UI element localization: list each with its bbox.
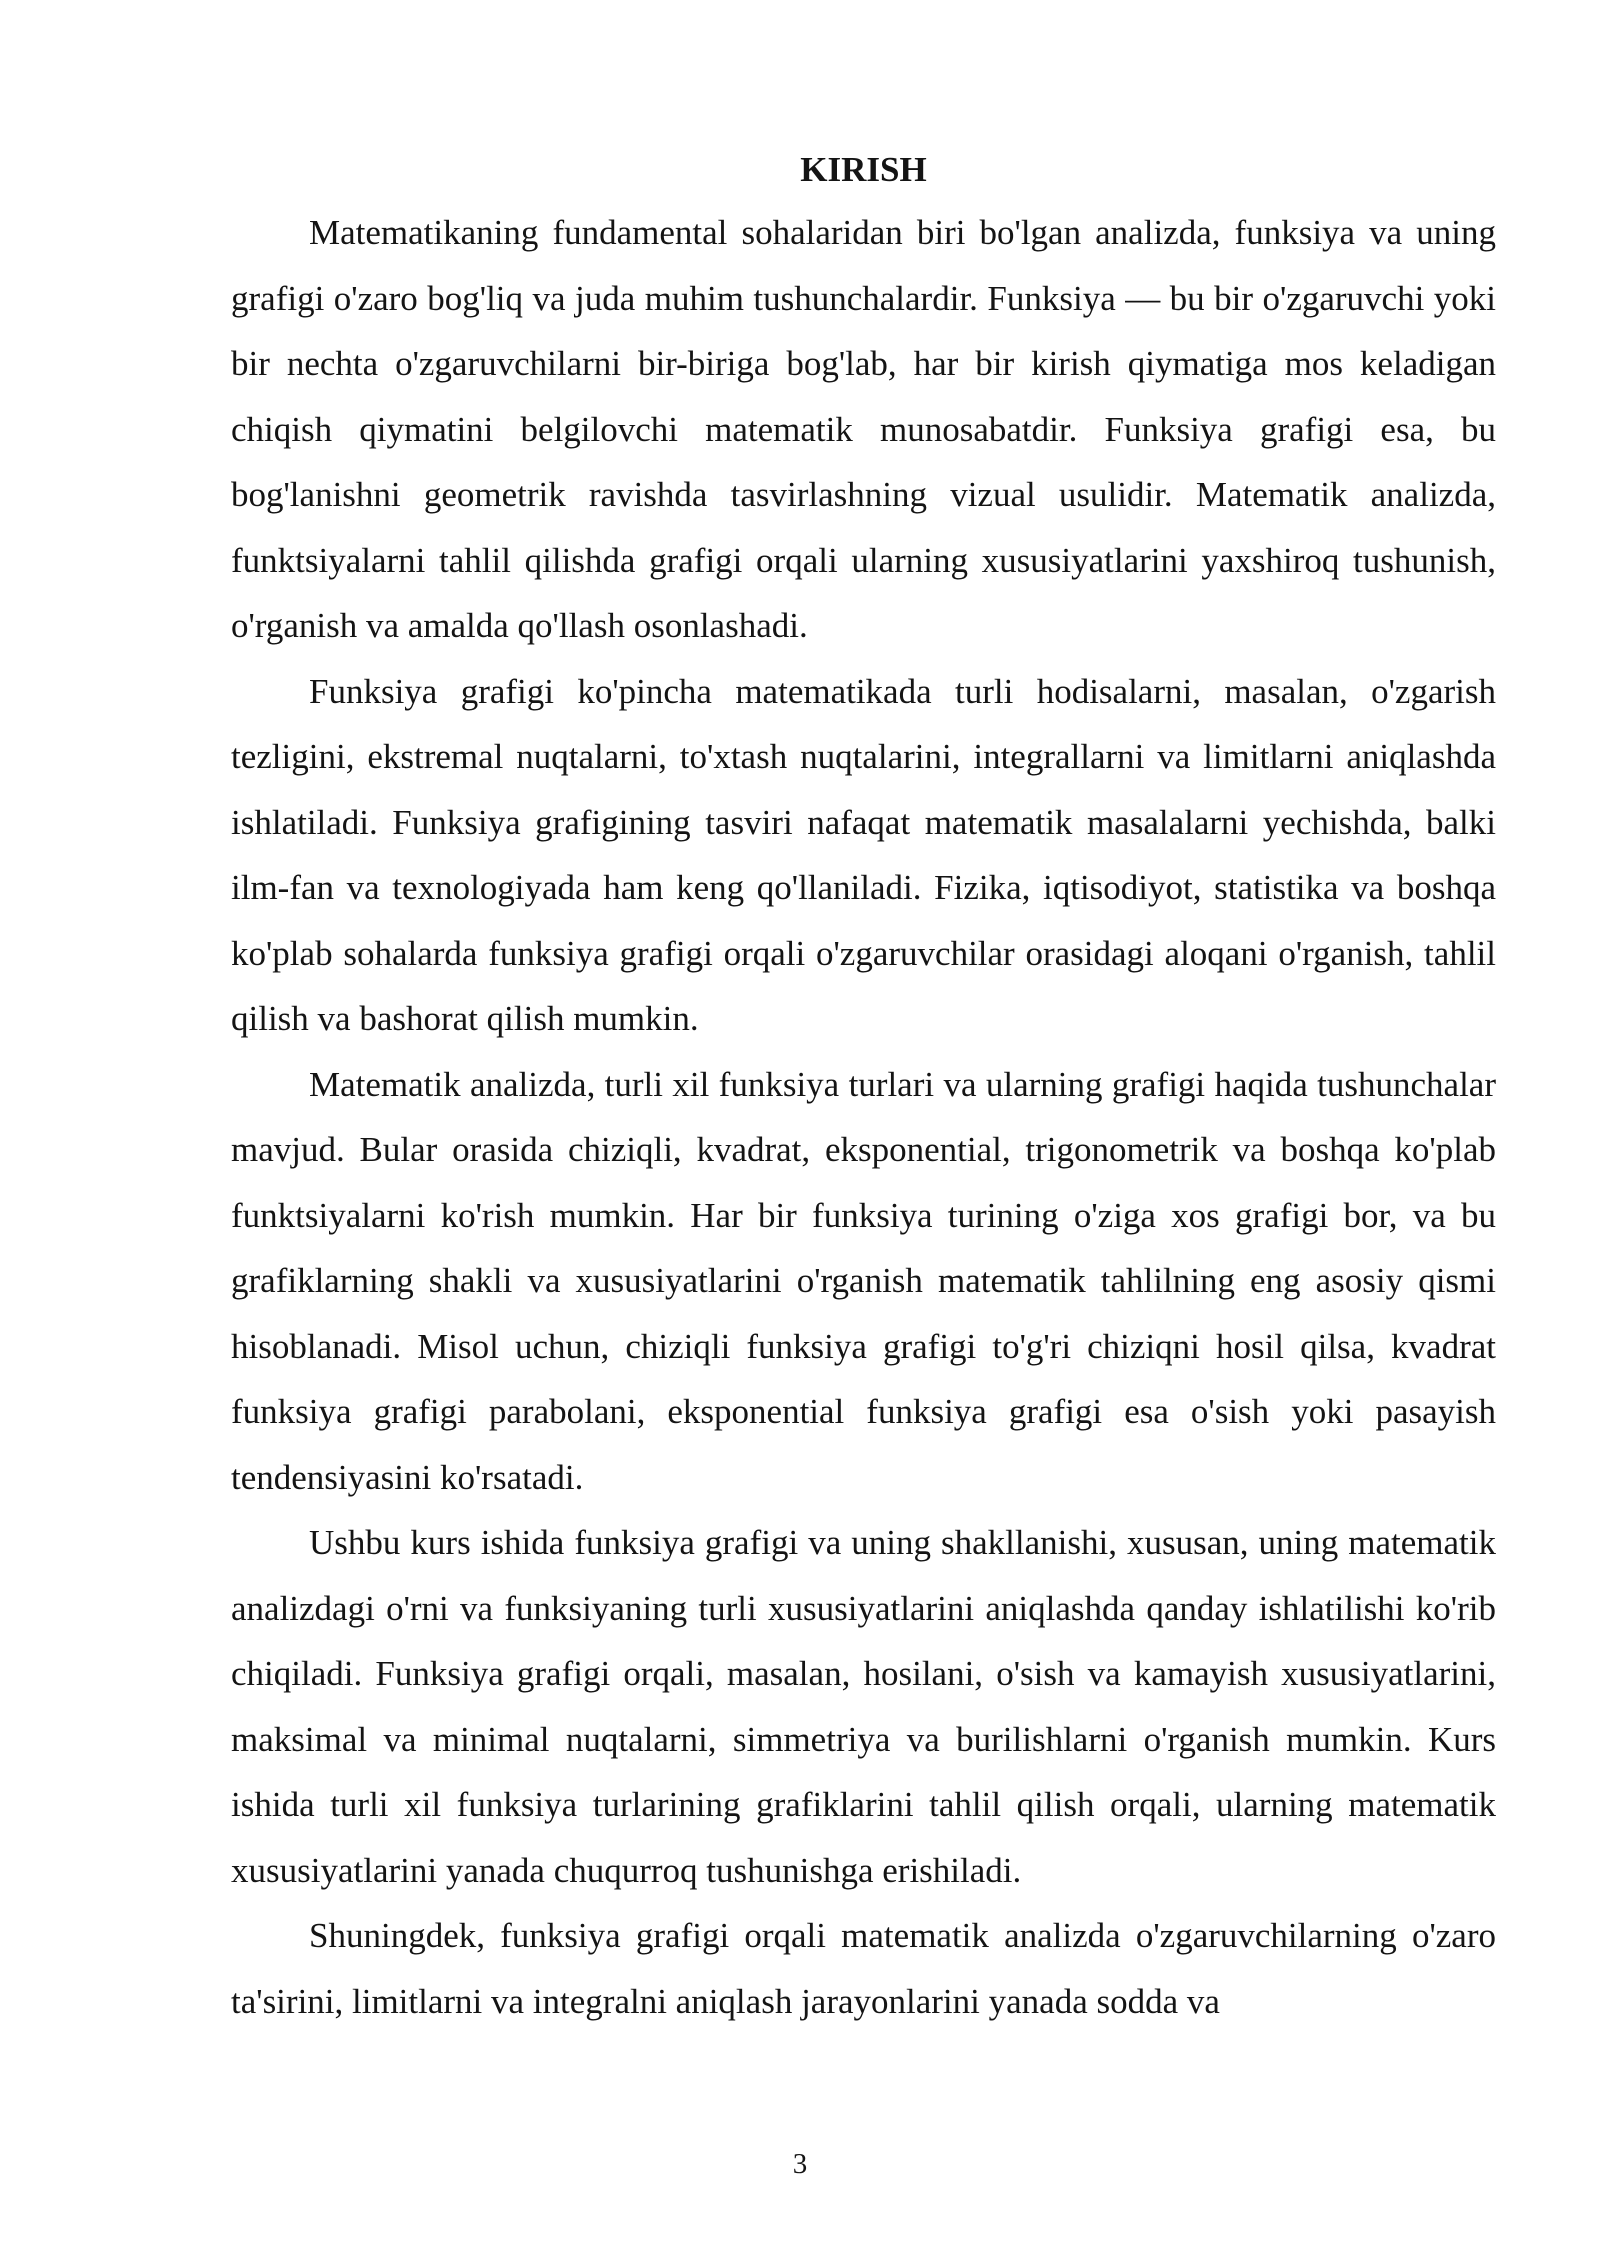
section-title: KIRISH [800,150,927,189]
page-content [231,140,1496,2034]
paragraph-5: Shuningdek, funksiya grafigi orqali matematik analizda o'zgaruvchilarning o'zaro ta'sirini, limitlarni va integralni aniqlash jarayonlarini yanada sodda va [231,1916,1496,2021]
paragraph-4: Ushbu kurs ishida funksiya grafigi va uning shakllanishi, xususan, uning matematik analizdagi o'rni va funksiyaning turli xususiyatlarini aniqlashda qanday ishlatilishi ko'rib chiqiladi. Funksiya grafigi orqali, masalan, hosilani, o'sish va kamayish xususiyatlarini, maksimal va minimal nuqtalarni, simmetriya va burilishlarni o'rganish mumkin. Kurs ishida turli xil funksiya turlarining grafiklarini tahlil qilish orqali, ularning matematik xususiyatlarini yanada chuqurroq tushunishga erishiladi. [231,1523,1496,1890]
paragraph-2: Funksiya grafigi ko'pincha matematikada turli hodisalarni, masalan, o'zgarish tezligini, ekstremal nuqtalarni, to'xtash nuqtalarini, integrallarni va limitlarni aniqlashda ishlatiladi. Funksiya grafigining tasviri nafaqat matematik masalalarni yechishda, balki ilm-fan va texnologiyada ham keng qo'llaniladi. Fizika, iqtisodiyot, statistika va boshqa ko'plab sohalarda funksiya grafigi orqali o'zgaruvchilar orasidagi aloqani o'rganish, tahlil qilish va bashorat qilish mumkin. [231,671,1496,1038]
paragraph-3: Matematik analizda, turli xil funksiya turlari va ularning grafigi haqida tushunchalar mavjud. Bular orasida chiziqli, kvadrat, eksponential, trigonometrik va boshqa ko'plab funktsiyalarni ko'rish mumkin. Har bir funksiya turining o'ziga xos grafigi bor, va bu grafiklarning shakli va xususiyatlarini o'rganish matematik tahlilning eng asosiy qismi hisoblanadi. Misol uchun, chiziqli funksiya grafigi to'g'ri chiziqni hosil qilsa, kvadrat funksiya grafigi parabolani, eksponential funksiya grafigi esa o'sish yoki pasayish tendensiyasini ko'rsatadi. [231,1064,1496,1497]
page-number: 3 [792,2148,808,2180]
paragraph-1: Matematikaning fundamental sohalaridan biri bo'lgan analizda, funksiya va uning grafigi o'zaro bog'liq va juda muhim tushunchalardir. Funksiya — bu bir o'zgaruvchi yoki bir nechta o'zgaruvchilarni bir-biriga bog'lab, har bir kirish qiymatiga mos keladigan chiqish qiymatini belgilovchi matematik munosabatdir. Funksiya grafigi esa, bu bog'lanishni geometrik ravishda tasvirlashning vizual usulidir. Matematik analizda, funktsiyalarni tahlil qilishda grafigi orqali ularning xususiyatlarini yaxshiroq tushunish, o'rganish va amalda qo'llash osonlashadi. [231,213,1496,645]
